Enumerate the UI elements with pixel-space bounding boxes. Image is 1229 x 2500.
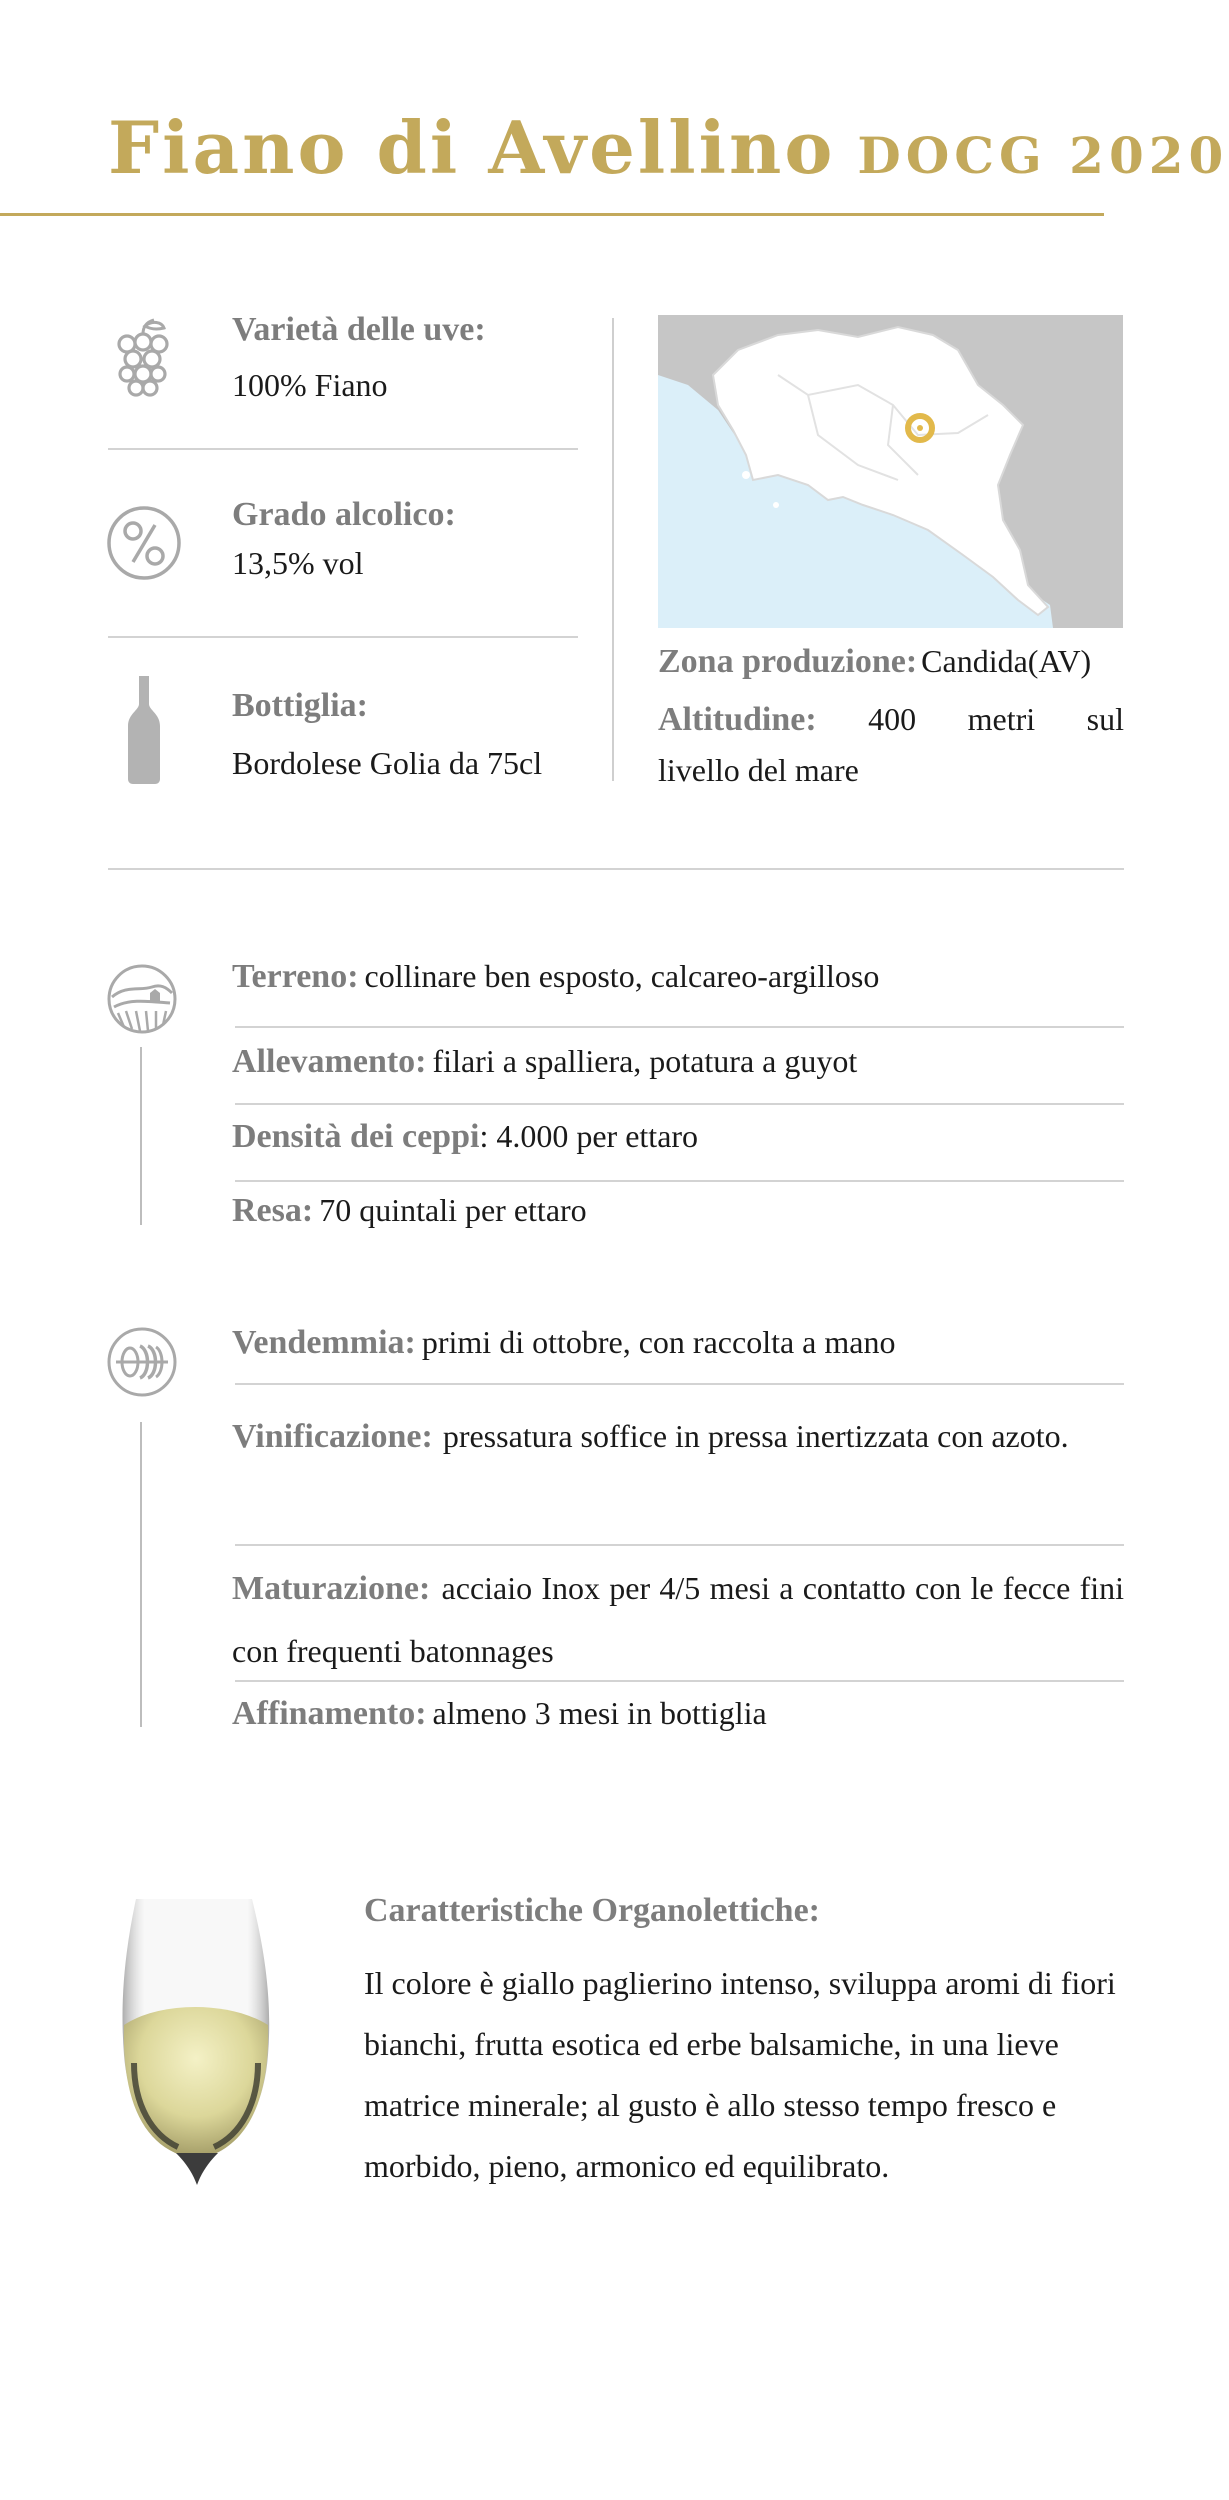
altitude-value: livello del mare [658, 752, 859, 788]
vineyard-row-label: Densità dei ceppi [232, 1118, 480, 1155]
winemaking-row-label: Affinamento: [232, 1695, 427, 1732]
info-vertical-divider [612, 318, 614, 781]
alcohol-value: 13,5% vol [232, 545, 364, 581]
vineyard-row-value: : 4.000 per ettaro [479, 1118, 699, 1154]
percent-icon [106, 505, 182, 581]
altitude-label: Altitudine: [658, 701, 817, 738]
altitude-word: 400 [868, 701, 917, 737]
vineyard-row-label: Terreno: [232, 958, 359, 995]
winemaking-row-value: almeno 3 mesi in bottiglia [432, 1695, 767, 1731]
row-divider [235, 1680, 1124, 1682]
winemaking-row-label: Vinificazione: [232, 1418, 433, 1455]
vineyard-row-value: collinare ben esposto, calcareo-argilloso [364, 958, 880, 994]
winemaking-row-label: Maturazione: [232, 1570, 431, 1607]
campania-map-icon [658, 315, 1123, 628]
production-zone [658, 643, 1138, 681]
winemaking-row-value: primi di ottobre, con raccolta a mano [421, 1324, 896, 1360]
vineyard-landscape-icon [106, 963, 178, 1035]
alcohol-label: Grado alcolico: [232, 496, 456, 533]
barrel-icon [106, 1326, 178, 1398]
row-divider [235, 1383, 1124, 1385]
title-divider [0, 213, 1104, 216]
winemaking-row [232, 1560, 1124, 1686]
grapes-icon [112, 318, 174, 402]
vineyard-row [232, 1192, 1124, 1230]
bottle-label: Bottiglia: [232, 687, 368, 724]
wine-glass-icon [100, 1895, 290, 2195]
vineyard-row-label: Resa: [232, 1192, 314, 1229]
tasting-title: Caratteristiche Organolettiche: [364, 1892, 820, 1929]
row-divider [235, 1026, 1124, 1028]
info-divider [108, 636, 578, 638]
altitude-word: sul [1086, 701, 1124, 737]
winemaking-row [232, 1324, 1124, 1362]
vineyard-row-label: Allevamento: [232, 1043, 427, 1080]
vineyard-row [232, 958, 1124, 996]
winemaking-row-label: Vendemmia: [232, 1324, 416, 1361]
wine-designation: DOCG 2020 [857, 126, 1229, 185]
bottle-icon [127, 676, 161, 784]
winemaking-timeline-line [140, 1422, 142, 1727]
info-divider [108, 448, 578, 450]
winemaking-row [232, 1408, 1124, 1471]
zone-value: Candida(AV) [921, 643, 1092, 679]
section-divider [108, 868, 1124, 870]
bottle-value: Bordolese Golia da 75cl [232, 745, 543, 781]
row-divider [235, 1544, 1124, 1546]
grapes-label: Varietà delle uve: [232, 311, 486, 348]
wine-name: Fiano di Avellino [108, 105, 836, 190]
vineyard-row-value: 70 quintali per ettaro [319, 1192, 587, 1228]
altitude-line [658, 701, 1124, 739]
page-title [108, 105, 1229, 190]
vineyard-timeline-line [140, 1047, 142, 1225]
vineyard-row [232, 1043, 1124, 1081]
winemaking-row-value: pressatura soffice in pressa inertizzata con azoto. [442, 1418, 1069, 1454]
tasting-description: Il colore è giallo paglierino intenso, sviluppa aromi di fiori bianchi, frutta esotica ed erbe balsamiche, in una lieve matrice minerale; al gusto è allo stesso tempo fresco e morbido, pieno, armonico ed equilibrato. [364, 1965, 1116, 2184]
grapes-value: 100% Fiano [232, 367, 388, 403]
vineyard-row [232, 1118, 1124, 1156]
row-divider [235, 1103, 1124, 1105]
vineyard-row-value: filari a spalliera, potatura a guyot [432, 1043, 858, 1079]
winemaking-row [232, 1695, 1124, 1733]
winemaking-row-value: acciaio Inox per 4/5 mesi a contatto con le fecce fini con frequenti batonnages [232, 1570, 1125, 1669]
row-divider [235, 1180, 1124, 1182]
zone-label: Zona produzione: [658, 643, 918, 680]
altitude-word: metri [967, 701, 1036, 737]
